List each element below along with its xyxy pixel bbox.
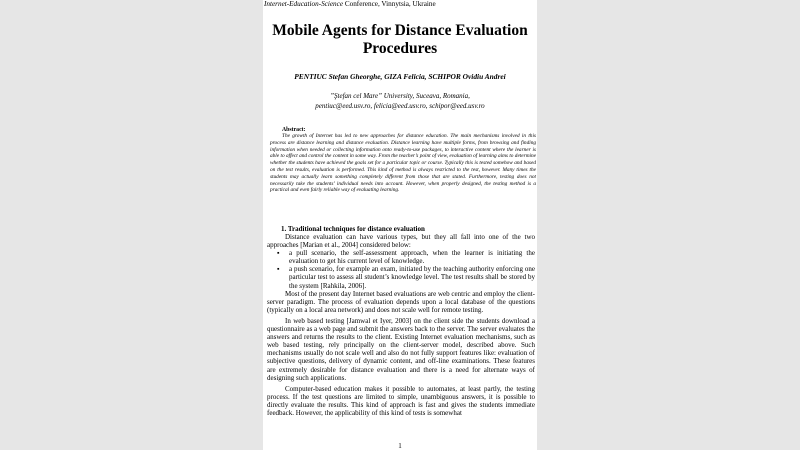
- paragraph: Most of the present day Internet based evaluations are web centric and employ the client-server paradigm. The process of evaluation depends upon a local database of the questions (typically on a local area network) and does not scale well for remote testing.: [267, 289, 535, 314]
- bullet-item: [267, 265, 535, 289]
- conference-header: [264, 0, 436, 8]
- section-body: [267, 233, 535, 417]
- author-list: PENTIUC Stefan Gheorghe, GIZA Felicia, SCHIPOR Ovidiu Andrei: [294, 72, 506, 81]
- bullet-text: a pull scenario, the self-assessment approach, when the learner is initiating the evaluation to get his current level of knowledge.: [289, 249, 535, 266]
- paragraph: In web based testing [Jamwal et Iyer, 2003] on the client side the students download a questionnaire as a web page and submit the answers back to the server. The server evaluates the answers and returns the results to the client. Existing Internet evaluation mechanisms, such as web based testing, rely principally on the client-server model, described above. Such mechanisms usually do not scale well and also do not fully support features like: evaluation of subjective questions, delivery of dynamic content, and off-line examinations. These features are extremely desirable for distance evaluation and there is a need for alternate ways of designing such applications.: [267, 316, 535, 382]
- page-number: 1: [398, 442, 402, 450]
- bullet-icon: ▪: [277, 265, 280, 274]
- abstract-text: The growth of Internet has led to new approaches for distance education. The main mechanisms involved in this process are distance learning and distance evaluation. Distance learning have multiple forms, from browsing and finding information when needed or collecting information onto ready-to-use packages, to interactive content where the learner is able to affect and control the content in some way. From the teacher’s point of view, evaluation of learning aims to determine whether the students have achieved the goals set for a particular topic or course. Typically this is tested somehow and based on the test results, evaluation is performed. This kind of method is always restricted to the test, however. Many times the students may actually learn something completely different from those that are stated. Furthermore, testing does not necessarily take the students’ individual needs into account. However, when properly designed, the testing method is a practical and even fairly reliable way of evaluating learning.: [270, 133, 536, 194]
- affiliation-emails: pentiuc@eed.usv.ro, felicia@eed.usv.ro, schipor@eed.usv.ro: [315, 101, 485, 110]
- affiliation: [263, 92, 537, 111]
- section-heading: 1. Traditional techniques for distance evaluation: [281, 225, 425, 233]
- paragraph: Computer-based education makes it possible to automates, at least partly, the testing process. If the test questions are limited to simple, unambiguous answers, it is possible to directly evaluate the results. This kind of approach is fast and gives the students immediate feedback. However, the applicability of this kind of tests is somewhat: [267, 384, 535, 417]
- bullet-item: [267, 249, 535, 265]
- paper-title: Mobile Agents for Distance Evaluation Procedures: [272, 22, 528, 57]
- paragraph-intro: Distance evaluation can have various types, but they all fall into one of the two approaches [Marian et al., 2004] considered below:: [267, 233, 535, 250]
- bullet-text: a push scenario, for example an exam, initiated by the teaching authority enforcing one particular test to assess all student’s knowledge level. The test results shall be stored by the system [Rahkila, 2006].: [289, 265, 535, 290]
- conference-location: Conference, Vinnytsia, Ukraine: [343, 0, 436, 8]
- bullet-icon: ▪: [277, 249, 280, 258]
- abstract-heading: Abstract:: [282, 127, 306, 133]
- conference-name: Internet-Education-Science: [264, 0, 344, 8]
- affiliation-university: ”Ştefan cel Mare” University, Suceava, Romania,: [330, 92, 470, 100]
- document-page: [263, 0, 537, 450]
